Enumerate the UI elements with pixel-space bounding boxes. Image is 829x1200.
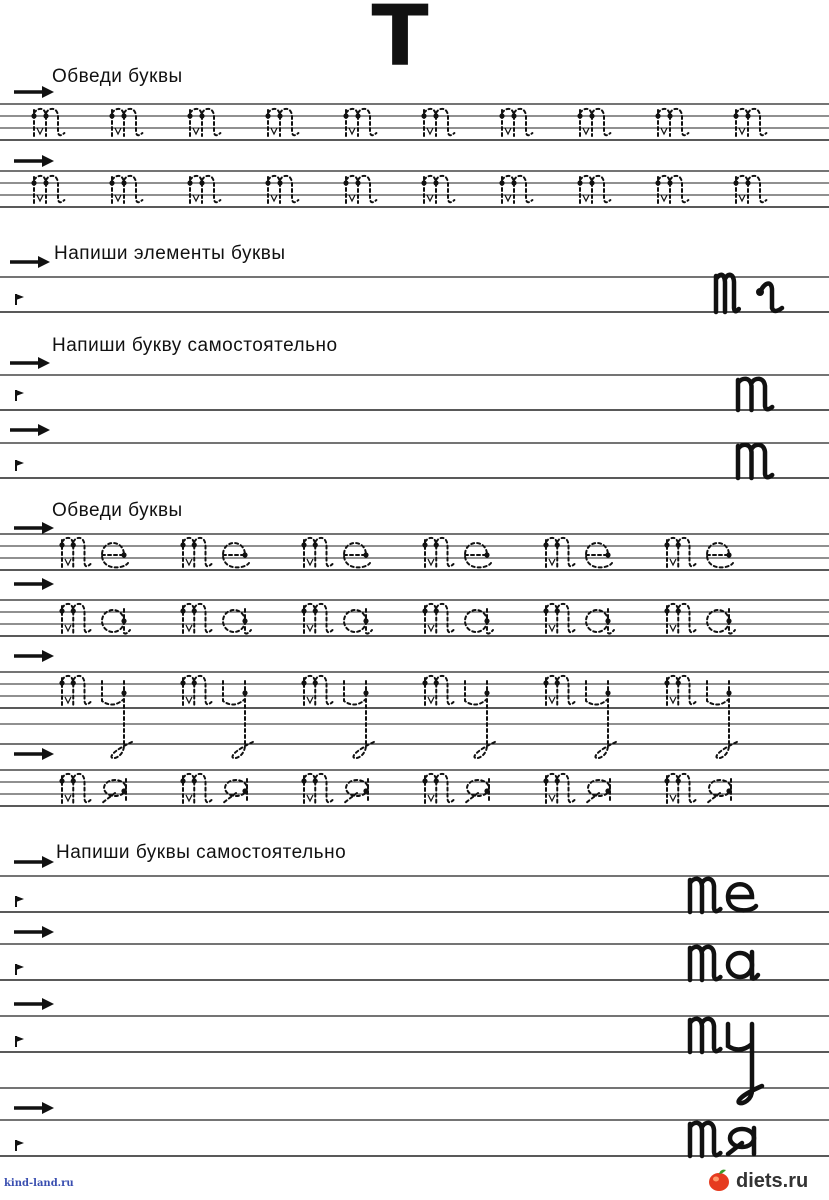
traced-letter [180, 676, 211, 705]
arrow-right-icon [14, 155, 54, 167]
sample-letter [690, 947, 720, 980]
traced-letter [180, 538, 211, 567]
traced-letter [543, 538, 574, 567]
traced-letter [655, 176, 688, 203]
traced-letter [577, 109, 610, 136]
traced-letter [465, 609, 493, 634]
arrow-right-icon [14, 86, 54, 98]
traced-letter [344, 779, 369, 803]
traced-letter [664, 774, 695, 803]
traced-letter [421, 176, 454, 203]
sample-letter [690, 1123, 720, 1156]
traced-letter [707, 543, 733, 567]
arrow-right-icon [10, 256, 50, 268]
traced-letter [499, 109, 532, 136]
traced-letter [577, 176, 610, 203]
traced-letter [223, 609, 251, 634]
traced-letter [223, 779, 248, 803]
sample-letter [716, 275, 739, 312]
traced-letter [733, 176, 766, 203]
traced-letter [31, 176, 64, 203]
traced-letter [187, 176, 220, 203]
arrow-right-icon [14, 522, 54, 534]
traced-letter [59, 604, 90, 633]
sample-letter [738, 379, 772, 410]
traced-letter [344, 543, 370, 567]
traced-letter [59, 676, 90, 705]
start-flag-icon [16, 390, 24, 401]
traced-letter [586, 681, 618, 758]
traced-letter [301, 604, 332, 633]
traced-letter [465, 543, 491, 567]
traced-letter [102, 609, 130, 634]
traced-letter [586, 543, 612, 567]
traced-letter [664, 604, 695, 633]
apple-icon [708, 1168, 730, 1192]
arrow-right-icon [14, 578, 54, 590]
arrow-right-icon [14, 748, 54, 760]
arrow-right-icon [10, 357, 50, 369]
stroke-start-dot [756, 288, 764, 296]
traced-letter [187, 109, 220, 136]
arrow-right-icon [14, 998, 54, 1010]
traced-letter [586, 779, 611, 803]
arrow-right-icon [14, 650, 54, 662]
traced-letter [31, 109, 64, 136]
traced-letter [422, 676, 453, 705]
start-flag-icon [16, 294, 24, 305]
sample-letter [728, 1128, 754, 1154]
traced-letter [301, 676, 332, 705]
traced-letter [102, 543, 128, 567]
heading-write-letter: Напиши букву самостоятельно [52, 335, 338, 356]
traced-letter [543, 774, 574, 803]
heading-trace-syllables: Обведи буквы [52, 500, 183, 521]
sample-letter [728, 952, 758, 979]
start-flag-icon [16, 1036, 24, 1047]
traced-letter [102, 681, 134, 758]
traced-letter [265, 176, 298, 203]
traced-letter [664, 676, 695, 705]
heading-trace-letters: Обведи буквы [52, 66, 183, 87]
traced-letter [223, 543, 249, 567]
traced-letter [733, 109, 766, 136]
traced-letter [343, 176, 376, 203]
sample-letter [690, 1019, 720, 1052]
heading-write-elements: Напиши элементы буквы [54, 243, 286, 264]
traced-letter [265, 109, 298, 136]
sample-letter [690, 879, 720, 912]
traced-letter [343, 109, 376, 136]
traced-letter [422, 774, 453, 803]
traced-letter [707, 779, 732, 803]
traced-letter [543, 676, 574, 705]
sample-letter [728, 1024, 762, 1103]
heading-write-syllables: Напиши буквы самостоятельно [56, 842, 347, 863]
traced-letter [586, 609, 614, 634]
traced-letter [707, 681, 739, 758]
arrow-right-icon [10, 424, 50, 436]
arrow-right-icon [14, 856, 54, 868]
footer-site-left[interactable]: kind-land.ru [4, 1178, 74, 1189]
sample-letter [760, 284, 782, 312]
traced-letter [465, 681, 497, 758]
traced-letter [223, 681, 255, 758]
traced-letter [664, 538, 695, 567]
traced-letter [421, 109, 454, 136]
traced-letter [344, 681, 376, 758]
traced-letter [655, 109, 688, 136]
traced-letter [499, 176, 532, 203]
traced-letter [180, 774, 211, 803]
traced-letter [59, 774, 90, 803]
traced-letter [102, 779, 127, 803]
arrow-right-icon [14, 926, 54, 938]
start-flag-icon [16, 964, 24, 975]
sample-letter [728, 884, 756, 910]
traced-letter [422, 538, 453, 567]
traced-letter [180, 604, 211, 633]
traced-letter [301, 774, 332, 803]
sample-letter [738, 445, 772, 478]
traced-letter [422, 604, 453, 633]
big-letter: Т [371, 0, 429, 85]
start-flag-icon [16, 896, 24, 907]
traced-letter [109, 109, 142, 136]
arrow-right-icon [14, 1102, 54, 1114]
traced-letter [301, 538, 332, 567]
traced-letter [543, 604, 574, 633]
traced-letter [465, 779, 490, 803]
traced-letter [707, 609, 735, 634]
traced-letter [109, 176, 142, 203]
traced-letter [59, 538, 90, 567]
traced-letter [344, 609, 372, 634]
start-flag-icon [16, 460, 24, 471]
footer-site-right[interactable]: diets.ru [736, 1170, 809, 1192]
start-flag-icon [16, 1140, 24, 1151]
